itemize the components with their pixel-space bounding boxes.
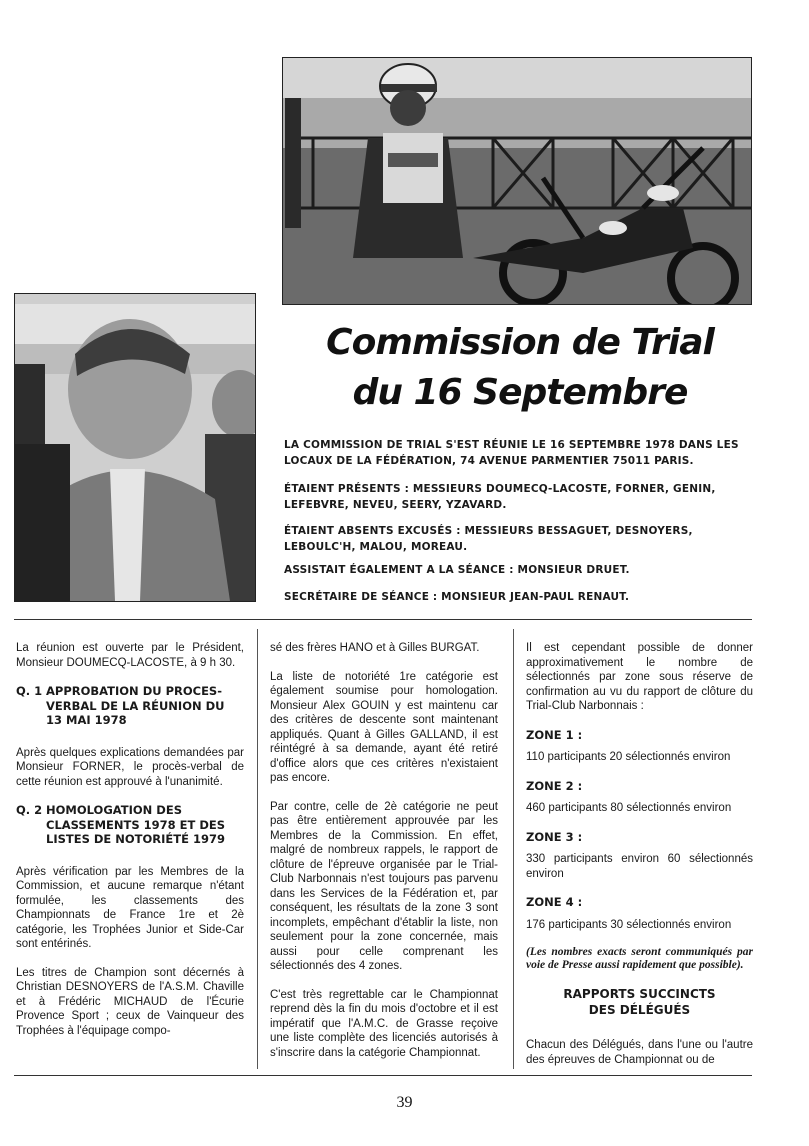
headline-line-1: Commission de Trial xyxy=(326,322,714,363)
paragraph-liste-1re: La liste de notoriété 1re catégorie est également soumise pour homologation. Monsieur Alex GOUIN y est maintenu car des critères de descente sont maintenant appliqués. Quant à Gilles GALLAND, il est réintégré à sa demande, ayant été retiré d'office alors que ces critères n'existaient pas encore. xyxy=(270,670,498,784)
photo-rider-motorcycle xyxy=(282,57,752,305)
section-number: Q. 2 xyxy=(16,803,43,817)
column-3 xyxy=(526,641,753,1081)
paragraph-hano: sé des frères HANO et à Gilles BURGAT. xyxy=(270,642,480,654)
intro-present-members: ÉTAIENT PRÉSENTS : MESSIEURS DOUMECQ-LACOSTE, FORNER, GENIN, LEFEBVRE, NEVEU, SEERY, YZAVARD. xyxy=(284,483,716,511)
paragraph-approval: Après quelques explications demandées par Monsieur FORNER, le procès-verbal de cette réunion est approuvé à l'unanimité. xyxy=(16,746,244,788)
section-number: Q. 1 xyxy=(16,684,43,698)
paragraph-selectionnes: Il est cependant possible de donner approximativement le nombre de sélectionnés par zone sous réserve de confirmation au vu du rapport de clôture du Trial-Club Narbonnais : xyxy=(526,642,753,712)
zone-text: 176 participants 30 sélectionnés environ xyxy=(526,918,732,931)
divider-column-2 xyxy=(513,629,514,1069)
zone-label: ZONE 4 : xyxy=(526,895,583,909)
paragraph-delegues: Chacun des Délégués, dans l'une ou l'autre des épreuves de Championnat ou de xyxy=(526,1039,753,1066)
paragraph-classements: Après vérification par les Membres de la Commission, et aucune remarque n'étant formulée, les classements des Championnats de France 1re et 2è catégorie, les Trophées Junior et Side-Car sont entérinés. xyxy=(16,865,244,950)
intro-also-present: ASSISTAIT ÉGALEMENT A LA SÉANCE : MONSIEUR DRUET. xyxy=(284,564,630,576)
section-heading-q2 xyxy=(16,803,244,847)
paragraph-liste-2e: Par contre, celle de 2è catégorie ne peut pas être entièrement approuvée par les Membres de la Commission. En effet, malgré de nombreux rappels, le rapport de clôture de l'épreuve organisée par le Trial-Club Narbonnais n'est toujours pas parvenu dans les Services de la Fédération et, par conséquent, les résultats de la zone 3 sont incomplets, empêchant d'établir la liste, non seulement pour la zone concernée, mais aussi pour celle comprenant les sélectionnés des 4 zones. xyxy=(270,800,498,972)
zone-text: 460 participants 80 sélectionnés environ xyxy=(526,802,732,814)
column-2 xyxy=(270,641,498,1074)
zone-text: 330 participants environ 60 sélectionnés environ xyxy=(526,853,753,880)
rapports-heading xyxy=(526,986,753,1018)
headline-line-2: du 16 Septembre xyxy=(352,372,688,413)
section-heading-q1 xyxy=(16,684,244,728)
rider-photo-illustration xyxy=(283,58,751,304)
section-title: HOMOLOGATION DES CLASSEMENTS 1978 ET DES LISTES DE NOTORIÉTÉ 1979 xyxy=(46,803,226,846)
photo-portrait xyxy=(14,293,256,602)
zone-text: 110 participants 20 sélectionnés environ xyxy=(526,751,731,763)
page-number: 39 xyxy=(396,1094,413,1111)
portrait-photo-illustration xyxy=(15,294,255,601)
section-title: APPROBATION DU PROCES-VERBAL DE LA RÉUNION DU 13 MAI 1978 xyxy=(46,684,225,727)
intro-absent-members: ÉTAIENT ABSENTS EXCUSÉS : MESSIEURS BESSAGUET, DESNOYERS, LEBOULC'H, MALOU, MOREAU. xyxy=(284,525,693,553)
divider-column-1 xyxy=(257,629,258,1069)
note-presse: (Les nombres exacts seront communiqués par voie de Presse aussi rapidement que possible). xyxy=(526,946,753,971)
zone-label: ZONE 2 : xyxy=(526,778,583,793)
zone-label: ZONE 3 : xyxy=(526,829,583,844)
paragraph-opening: La réunion est ouverte par le Président, Monsieur DOUMECQ-LACOSTE, à 9 h 30. xyxy=(16,642,244,669)
divider-horizontal xyxy=(14,619,752,620)
paragraph-regrettable: C'est très regrettable car le Championnat reprend dès la fin du mois d'octobre et il est impératif que l'A.M.C. de Grasse reçoive une liste complète des licenciés autorisés à s'inscrire dans la catégorie Championnat. xyxy=(270,988,498,1059)
rapports-heading-line-2: DES DÉLÉGUÉS xyxy=(588,1003,691,1017)
intro-secretary: SECRÉTAIRE DE SÉANCE : MONSIEUR JEAN-PAUL RENAUT. xyxy=(284,591,630,603)
zone-label: ZONE 1 : xyxy=(526,727,583,742)
rapports-heading-line-1: RAPPORTS SUCCINCTS xyxy=(563,987,716,1001)
paragraph-champions: Les titres de Champion sont décernés à Christian DESNOYERS de l'A.S.M. Chaville et à Frédéric MICHAUD de l'Écurie Provence Sport ; ceux de Vainqueur des Trophées à l'équipage compo- xyxy=(16,966,244,1037)
column-1 xyxy=(16,641,244,1052)
intro-meeting-location: LA COMMISSION DE TRIAL S'EST RÉUNIE LE 16 SEPTEMBRE 1978 DANS LES LOCAUX DE LA FÉDÉRATION, 74 AVENUE PARMENTIER 75011 PARIS. xyxy=(284,439,739,467)
divider-bottom xyxy=(14,1075,752,1076)
